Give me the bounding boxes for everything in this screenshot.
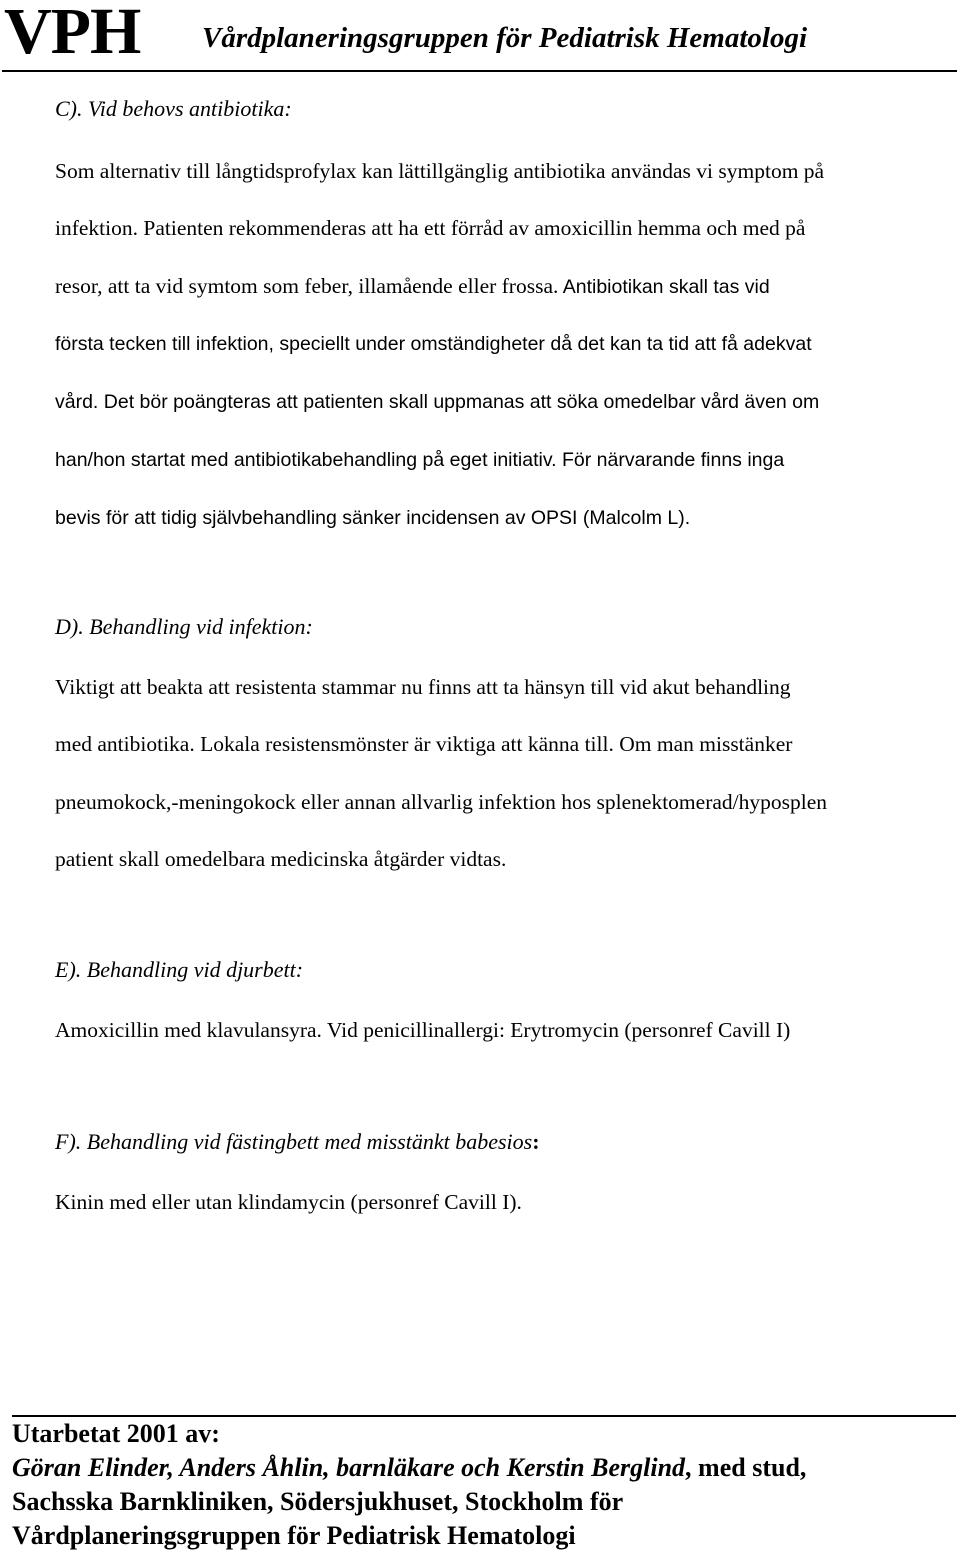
paragraph-line: första tecken till infektion, speciellt under omständigheter då det kan ta tid att få adekvat <box>55 332 812 355</box>
section-f-body <box>55 1174 955 1231</box>
footer-line: Vårdplaneringsgruppen för Pediatrisk Hematologi <box>12 1521 576 1550</box>
section-f-heading: F). Behandling vid fästingbett med misstänkt babesios: <box>55 1129 540 1154</box>
paragraph-line: resor, att ta vid symtom som feber, illamående eller frossa. Antibiotikan skall tas vid <box>55 273 770 298</box>
paragraph-line: infektion. Patienten rekommenderas att ha ett förråd av amoxicillin hemma och med på <box>55 216 806 241</box>
section-c-heading: C). Vid behovs antibiotika: <box>55 96 292 121</box>
paragraph-line: med antibiotika. Lokala resistensmönster är viktiga att känna till. Om man misstänker <box>55 732 793 757</box>
footer-line: Utarbetat 2001 av: <box>12 1419 220 1448</box>
paragraph-line: pneumokock,-meningokock eller annan allvarlig infektion hos splenektomerad/hyposplen <box>55 789 828 814</box>
logo: VPH <box>4 0 141 68</box>
section-d-heading: D). Behandling vid infektion: <box>55 614 313 639</box>
footer-line: Sachsska Barnkliniken, Södersjukhuset, Stockholm för <box>12 1487 624 1516</box>
paragraph-line: bevis för att tidig självbehandling sänker incidensen av OPSI (Malcolm L). <box>55 506 691 529</box>
organization-name: Vårdplaneringsgruppen för Pediatrisk Hematologi <box>202 22 808 54</box>
section-e-heading: E). Behandling vid djurbett: <box>55 957 304 982</box>
footer-line: Göran Elinder, Anders Åhlin, barnläkare och Kerstin Berglind, med stud, <box>12 1453 807 1482</box>
paragraph-line: Amoxicillin med klavulansyra. Vid penicillinallergi: Erytromycin (personref Cavill I) <box>55 1018 791 1042</box>
paragraph-line: Viktigt att beakta att resistenta stammar nu finns att ta hänsyn till vid akut behandling <box>55 675 791 699</box>
section-d-body <box>55 659 955 888</box>
page-footer <box>12 1417 806 1553</box>
paragraph-line: han/hon startat med antibiotikabehandling på eget initiativ. För närvarande finns inga <box>55 449 785 472</box>
page-header <box>2 0 957 72</box>
paragraph-line: Kinin med eller utan klindamycin (personref Cavill I). <box>55 1190 522 1214</box>
section-c-body <box>55 143 955 547</box>
paragraph-line: patient skall omedelbara medicinska åtgärder vidtas. <box>55 846 507 871</box>
section-e-body <box>55 1002 955 1059</box>
paragraph-line: Som alternativ till långtidsprofylax kan lättillgänglig antibiotika användas vi symptom på <box>55 159 825 183</box>
paragraph-line: vård. Det bör poängteras att patienten skall uppmanas att söka omedelbar vård även om <box>55 391 820 414</box>
